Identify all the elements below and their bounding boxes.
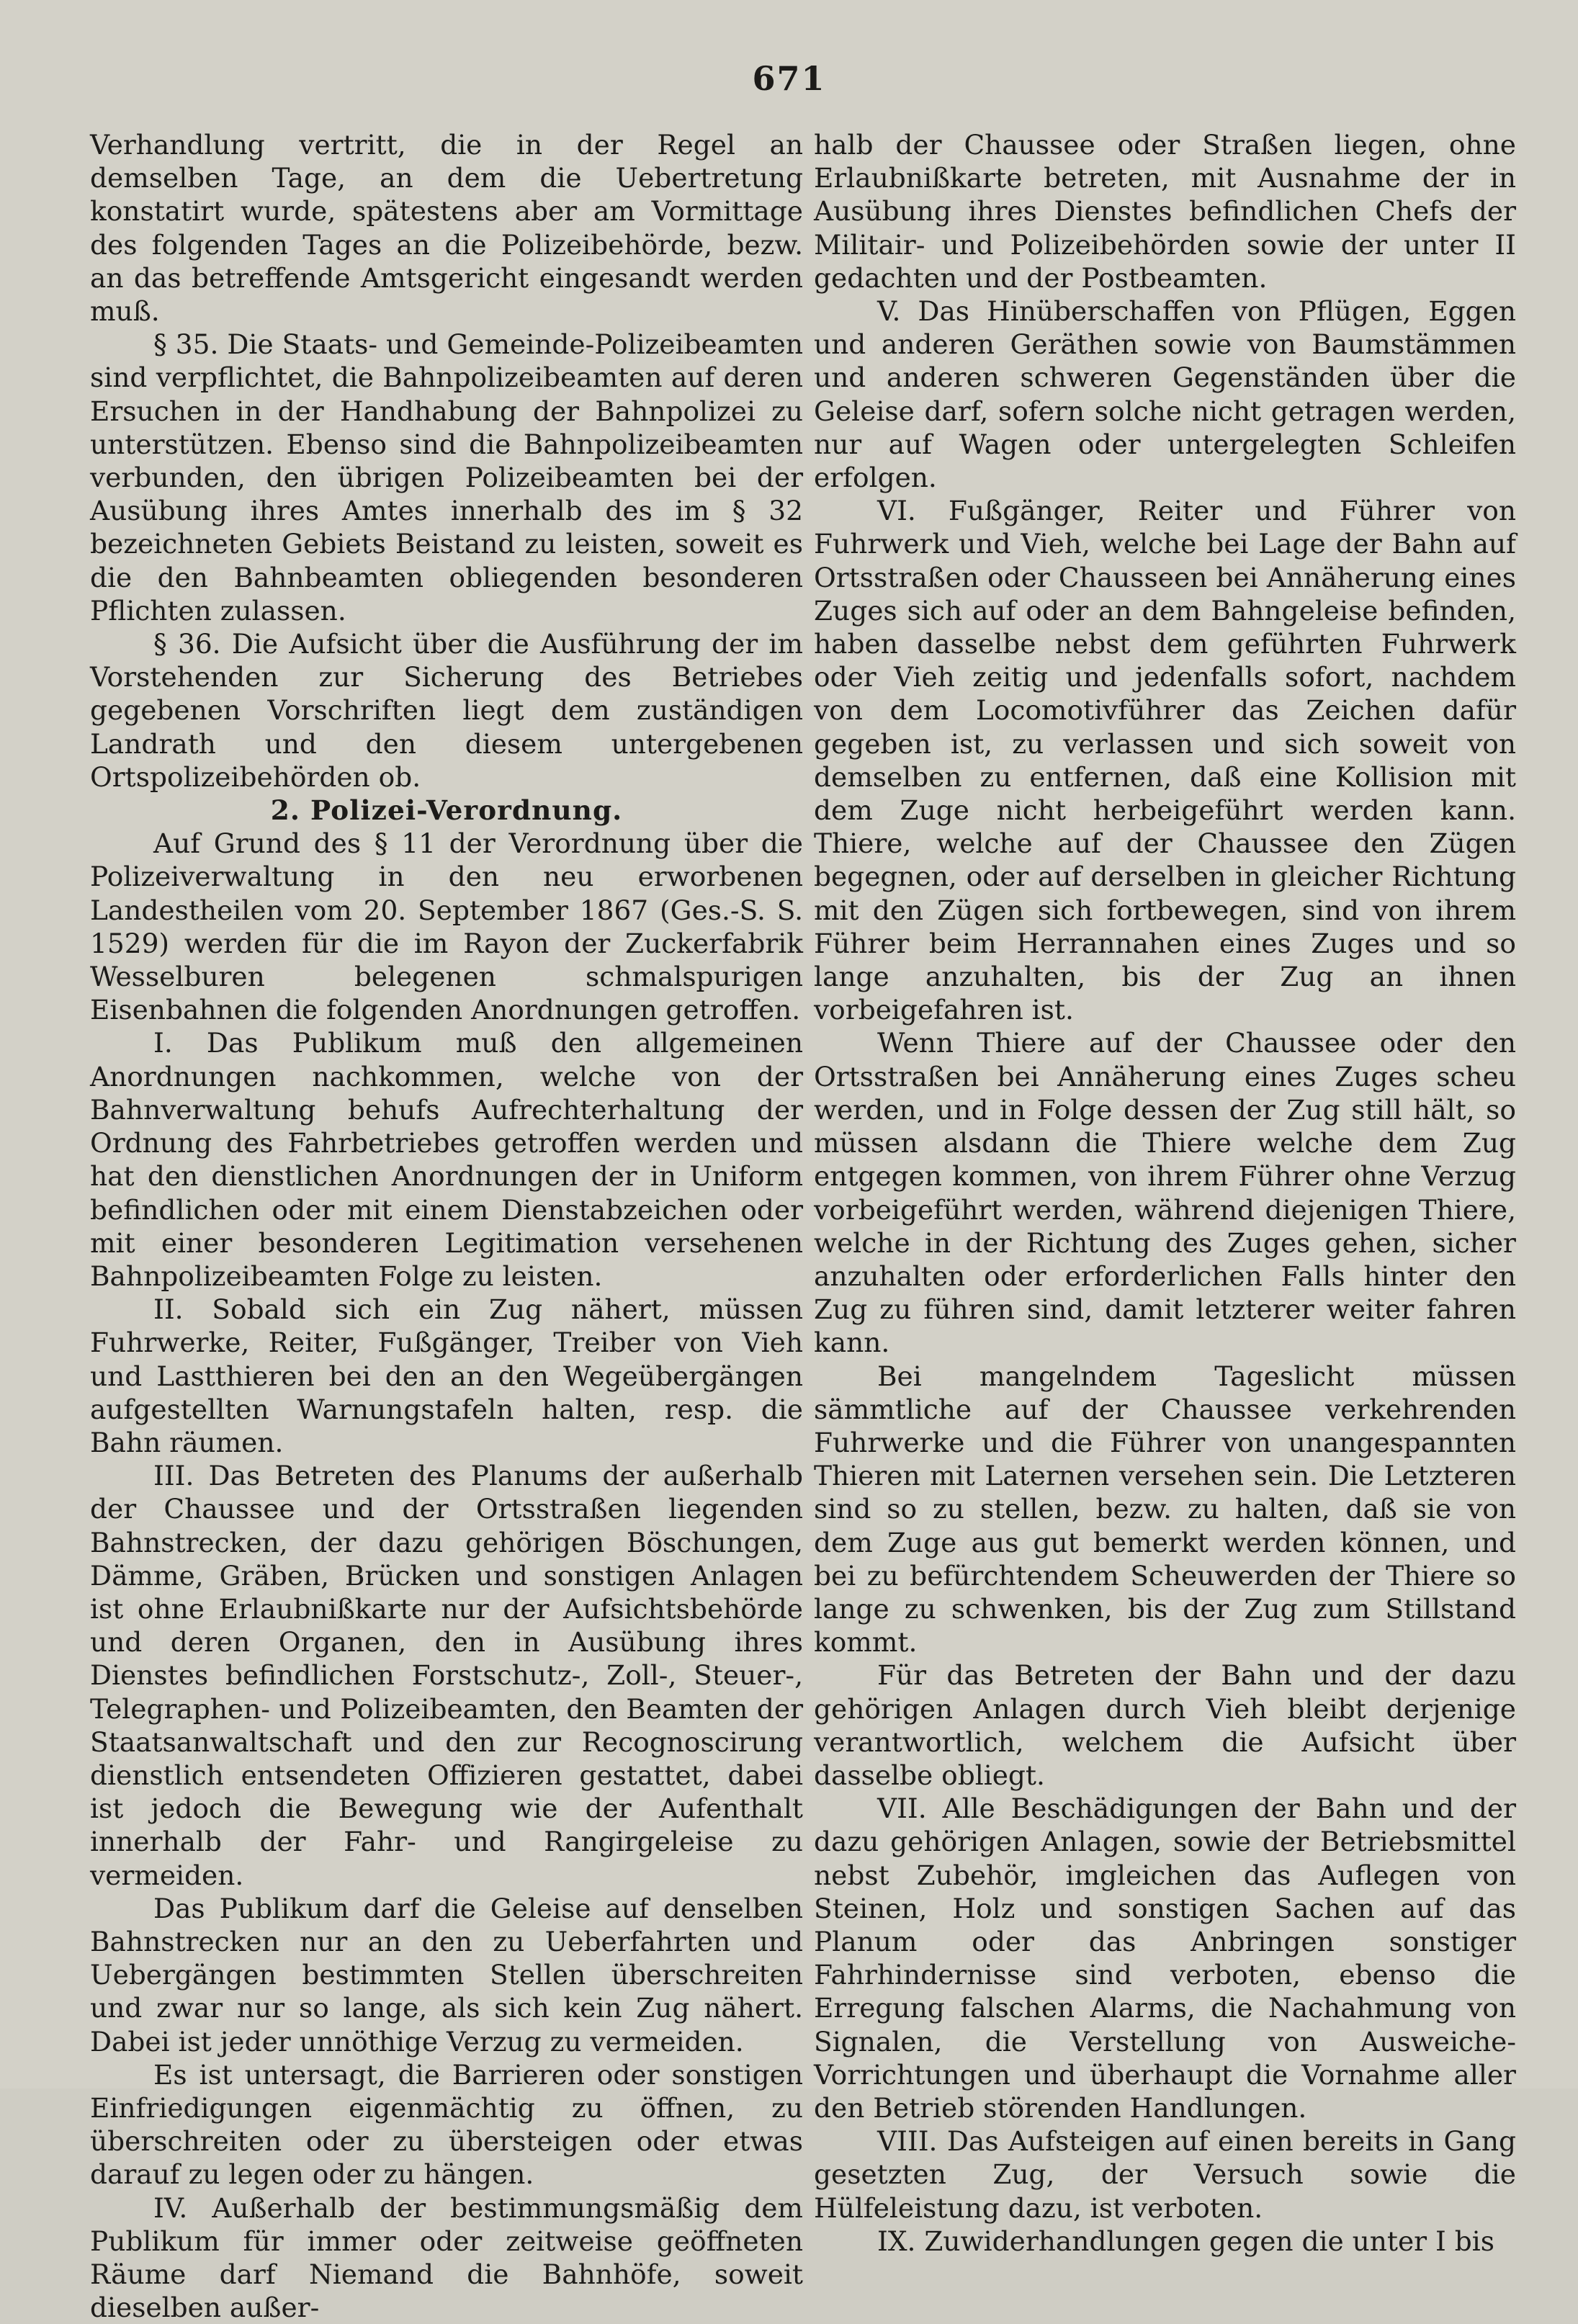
paragraph: Es ist untersagt, die Barrieren oder sonstigen Einfriedigungen eigenmächtig zu öffnen, zu überschreiten oder zu übersteigen oder etwas darauf zu legen oder zu hängen. — [90, 2058, 803, 2191]
paragraph: halb der Chaussee oder Straßen liegen, ohne Erlaubnißkarte betreten, mit Ausnahme der in Ausübung ihres Dienstes befindlichen Chefs der Militair- und Polizeibehörden sowie der unter II gedachten und der Postbeamten. — [814, 129, 1516, 294]
paragraph-clause-ii: II. Sobald sich ein Zug nähert, müssen Fuhrwerke, Reiter, Fußgänger, Treiber von Vieh und Lastthieren bei den an den Wegeübergängen aufgestellten Warnungstafeln halten, resp. die Bahn räumen. — [90, 1293, 803, 1458]
paragraph-clause-vii: VII. Alle Beschädigungen der Bahn und der dazu gehörigen Anlagen, sowie der Betriebsmittel nebst Zubehör, imgleichen das Auflegen von Steinen, Holz und sonstigen Sachen auf das Planum oder das Anbringen sonstiger Fahrhindernisse sind verboten, ebenso die Erregung falschen Alarms, die Nachahmung von Signalen, die Verstellung von Ausweiche-Vorrichtungen und überhaupt die Vornahme aller den Betrieb störenden Handlungen. — [814, 1793, 1516, 2124]
paragraph-clause-iv: IV. Außerhalb der bestimmungsmäßig dem Publikum für immer oder zeitweise geöffneten Räume darf Niemand die Bahnhöfe, soweit dieselben außer- — [90, 2191, 803, 2324]
paragraph: Das Publikum darf die Geleise auf denselben Bahnstrecken nur an den zu Ueberfahrten und Uebergängen bestimmten Stellen überschreiten und zwar nur so lange, als sich kein Zug nähert. Dabei ist jeder unnöthige Verzug zu vermeiden. — [90, 1892, 803, 2058]
paragraph: Auf Grund des § 11 der Verordnung über die Polizeiverwaltung in den neu erworbenen Landestheilen vom 20. September 1867 (Ges.-S. S. 1529) werden für die im Rayon der Zuckerfabrik Wesselburen belegenen schmalspurigen Eisenbahnen die folgenden Anordnungen getroffen. — [90, 827, 803, 1026]
paragraph-clause-v: V. Das Hinüberschaffen von Pflügen, Eggen und anderen Geräthen sowie von Baumstämmen und anderen schweren Gegenständen über die Geleise darf, sofern solche nicht getragen werden, nur auf Wagen oder untergelegten Schleifen erfolgen. — [814, 295, 1516, 494]
paragraph-clause-vi: VI. Fußgänger, Reiter und Führer von Fuhrwerk und Vieh, welche bei Lage der Bahn auf Ortsstraßen oder Chausseen bei Annäherung eines Zuges sich auf oder an dem Bahngeleise befinden, haben dasselbe nebst dem geführten Fuhrwerk oder Vieh zeitig und jedenfalls sofort, nachdem von dem Locomotivführer das Zeichen dafür gegeben ist, zu verlassen und sich soweit von demselben zu entfernen, daß eine Kollision mit dem Zuge nicht herbeigeführt werden kann. Thiere, welche auf der Chaussee den Zügen begegnen, oder auf derselben in gleicher Richtung mit den Zügen sich fortbewegen, sind von ihrem Führer beim Herrannahen eines Zuges und so lange anzuhalten, bis der Zug an ihnen vorbeigefahren ist. — [814, 495, 1516, 1026]
paragraph-clause-viii: VIII. Das Aufsteigen auf einen bereits in Gang gesetzten Zug, der Versuch sowie die Hülfeleistung dazu, ist verboten. — [814, 2125, 1516, 2224]
left-column — [90, 128, 803, 2324]
paragraph: Bei mangelndem Tageslicht müssen sämmtliche auf der Chaussee verkehrenden Fuhrwerke und die Führer von unangespannten Thieren mit Laternen versehen sein. Die Letzteren sind so zu stellen, bezw. zu halten, daß sie von dem Zuge aus gut bemerkt werden können, und bei zu befürchtendem Scheuwerden der Thiere so lange zu schwenken, bis der Zug zum Stillstand kommt. — [814, 1360, 1516, 1659]
paragraph-section-36: § 36. Die Aufsicht über die Ausführung der im Vorstehenden zur Sicherung des Betriebes gegebenen Vorschriften liegt dem zuständigen Landrath und den diesem untergebenen Ortspolizeibehörden ob. — [90, 628, 803, 793]
paragraph-clause-iii: III. Das Betreten des Planums der außerhalb der Chaussee und der Ortsstraßen liegenden Bahnstrecken, der dazu gehörigen Böschungen, Dämme, Gräben, Brücken und sonstigen Anlagen ist ohne Erlaubnißkarte nur der Aufsichtsbehörde und deren Organen, den in Ausübung ihres Dienstes befindlichen Forstschutz-, Zoll-, Steuer-, Telegraphen- und Polizeibeamten, den Beamten der Staatsanwaltschaft und den zur Recognoscirung dienstlich entsendeten Offizieren gestattet, dabei ist jedoch die Bewegung wie der Aufenthalt innerhalb der Fahr- und Rangirgeleise zu vermeiden. — [90, 1460, 803, 1891]
right-column — [814, 128, 1516, 2258]
paragraph: Wenn Thiere auf der Chaussee oder den Ortsstraßen bei Annäherung eines Zuges scheu werden, und in Folge dessen der Zug still hält, so müssen alsdann die Thiere welche dem Zug entgegen kommen, von ihrem Führer ohne Verzug vorbeigeführt werden, während diejenigen Thiere, welche in der Richtung des Zuges gehen, sicher anzuhalten oder erforderlichen Falls hinter den Zug zu führen sind, damit letzterer weiter fahren kann. — [814, 1027, 1516, 1359]
paragraph-clause-i: I. Das Publikum muß den allgemeinen Anordnungen nachkommen, welche von der Bahnverwaltung behufs Aufrechterhaltung der Ordnung des Fahrbetriebes getroffen werden und hat den dienstlichen Anordnungen der in Uniform befindlichen oder mit einem Dienstabzeichen oder mit einer besonderen Legitimation versehenen Bahnpolizeibeamten Folge zu leisten. — [90, 1027, 803, 1292]
paragraph-clause-ix: IX. Zuwiderhandlungen gegen die unter I bis — [877, 2225, 1494, 2257]
paragraph: Für das Betreten der Bahn und der dazu gehörigen Anlagen durch Vieh bleibt derjenige verantwortlich, welchem die Aufsicht über dasselbe obliegt. — [814, 1659, 1516, 1791]
paragraph: Verhandlung vertritt, die in der Regel an demselben Tage, an dem die Uebertretung konstatirt wurde, spätestens aber am Vormittage des folgenden Tages an die Polizeibehörde, bezw. an das betreffende Amtsgericht eingesandt werden muß. — [90, 129, 803, 328]
section-heading: 2. Polizei-Verordnung. — [270, 794, 623, 827]
page-number: 671 — [752, 59, 826, 98]
paragraph-section-35: § 35. Die Staats- und Gemeinde-Polizeibeamten sind verpflichtet, die Bahnpolizeibeamten auf deren Ersuchen in der Handhabung der Bahnpolizei zu unterstützen. Ebenso sind die Bahnpolizeibeamten verbunden, den übrigen Polizeibeamten bei der Ausübung ihres Amtes innerhalb des im § 32 bezeichneten Gebiets Beistand zu leisten, soweit es die den Bahnbeamten obliegenden besonderen Pflichten zulassen. — [90, 328, 803, 627]
